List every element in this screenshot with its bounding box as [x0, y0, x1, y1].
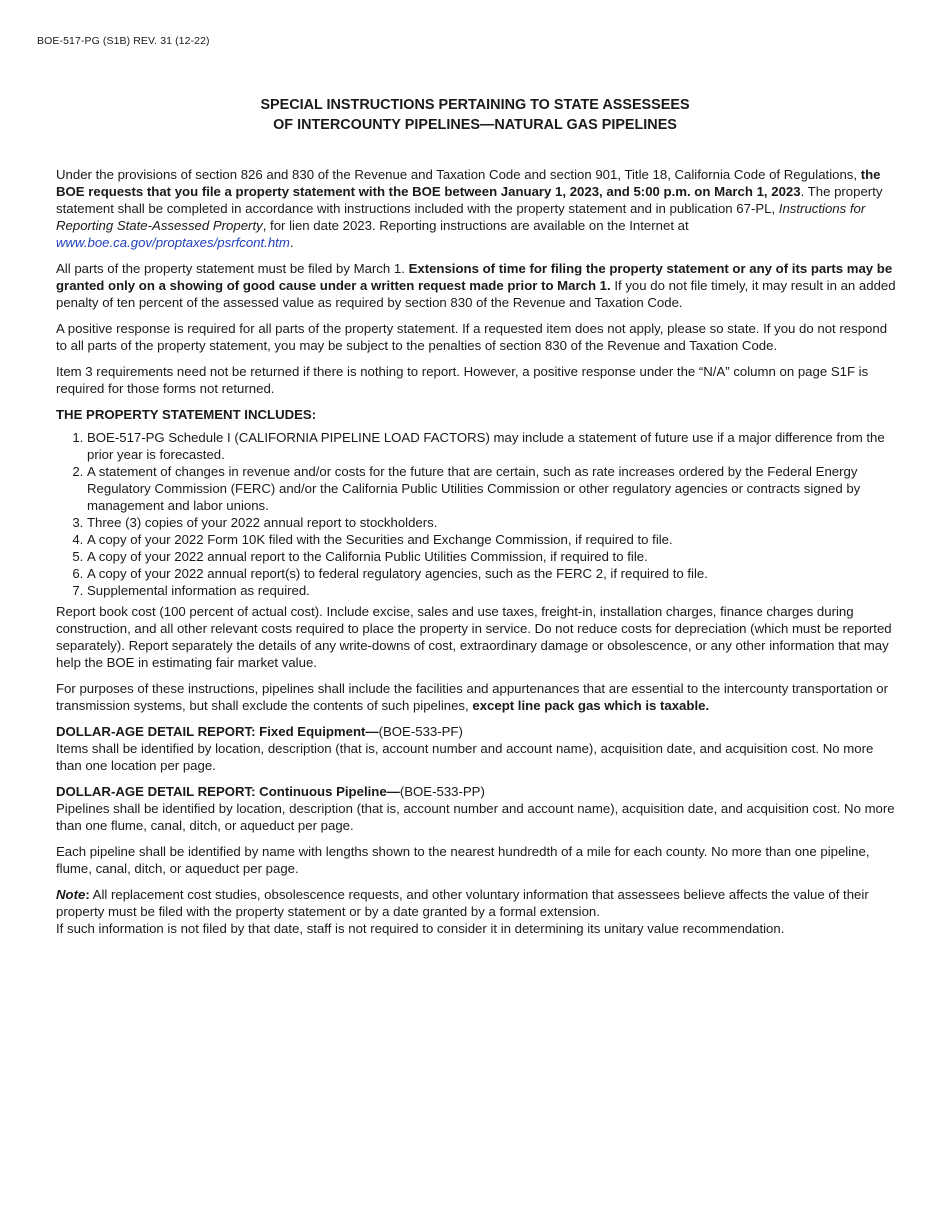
note-colon: :	[85, 887, 90, 902]
intro-text-e: , for lien date 2023. Reporting instructions are available on the Internet at	[262, 218, 689, 233]
instructions-body	[56, 166, 898, 937]
list-item: 3. Three (3) copies of your 2022 annual report to stockholders.	[87, 514, 898, 531]
note-text-1: All replacement cost studies, obsolescence requests, and other voluntary information that assessees believe affects the value of their property must be filed with the property statement or by a date granted by a formal extension.	[56, 887, 869, 919]
list-item: 4. A copy of your 2022 Form 10K filed with the Securities and Exchange Commission, if required to file.	[87, 531, 898, 548]
page-title	[0, 95, 950, 135]
continuous-pipeline-section	[56, 783, 898, 834]
continuous-pipeline-heading: DOLLAR-AGE DETAIL REPORT: Continuous Pipeline—	[56, 784, 400, 799]
pipeline-definition-text: For purposes of these instructions, pipelines shall include the facilities and appurtenances that are essential to the intercounty transportation or transmission systems, but shall exclude the contents of such pipelines,	[56, 681, 889, 713]
deadline-text-c: If you do not file timely, it may result in an added penalty of ten percent of the assessed value as required by section 830 of the Revenue and Taxation Code.	[56, 278, 896, 310]
book-cost-paragraph: Report book cost (100 percent of actual cost). Include excise, sales and use taxes, freight-in, installation charges, finance charges during construction, and all other relevant costs required to place the property in service. Do not reduce costs for depreciation (which must be reported separately). Report separately the details of any write-downs of cost, extraordinary damage or obsolescence, or any other information that may help the BOE in estimating fair market value.	[56, 604, 892, 670]
fixed-equipment-section	[56, 723, 898, 774]
continuous-pipeline-text: Pipelines shall be identified by location, description (that is, account number and account name), acquisition date, and acquisition cost. No more than one flume, canal, ditch, or aqueduct per page.	[56, 801, 895, 833]
intro-text-a: Under the provisions of section 826 and 830 of the Revenue and Taxation Code and section 901, Title 18, California Code of Regulations,	[56, 167, 861, 182]
list-item: 1. BOE-517-PG Schedule I (CALIFORNIA PIPELINE LOAD FACTORS) may include a statement of future use if a major difference from the prior year is forecasted.	[87, 429, 898, 463]
list-item: 6. A copy of your 2022 annual report(s) to federal regulatory agencies, such as the FERC 2, if required to file.	[87, 565, 898, 582]
list-item: 2. A statement of changes in revenue and/or costs for the future that are certain, such as rate increases ordered by the Federal Energy Regulatory Commission (FERC) and/or the California Public Utilities Commission or other regulatory agencies or contracts signed by management and labor unions.	[87, 463, 898, 514]
positive-response-paragraph: A positive response is required for all parts of the property statement. If a requested item does not apply, please so state. If you do not respond to all parts of the property statement, you may be subject to the penalties of section 830 of the Revenue and Taxation Code.	[56, 321, 888, 353]
title-line-2: OF INTERCOUNTY PIPELINES—NATURAL GAS PIPELINES	[273, 117, 677, 133]
intro-bold-request: the BOE requests that you file a property statement with the BOE between January 1, 2023, and 5:00 p.m. on March 1, 2023	[56, 167, 881, 199]
publication-title: Instructions for Reporting State-Assessed Property	[56, 201, 866, 233]
continuous-pipeline-form-number: (BOE-533-PP)	[399, 784, 485, 799]
includes-list	[56, 429, 898, 599]
item3-paragraph: Item 3 requirements need not be returned if there is nothing to report. However, a positive response under the “N/A” column on page S1F is required for those forms not returned.	[56, 364, 869, 396]
boe-website-link[interactable]: www.boe.ca.gov/proptaxes/psrfcont.htm	[56, 235, 290, 250]
list-item: 7. Supplemental information as required.	[87, 582, 898, 599]
intro-text-f: .	[289, 235, 294, 250]
extension-bold-text: Extensions of time for filing the property statement or any of its parts may be granted only on a showing of good cause under a written request made prior to March 1.	[56, 261, 893, 293]
title-line-1: SPECIAL INSTRUCTIONS PERTAINING TO STATE ASSESSEES	[260, 97, 690, 113]
filing-deadline-paragraph	[56, 260, 898, 311]
pipeline-definition-paragraph	[56, 680, 898, 714]
intro-text-c: . The property statement shall be completed in accordance with instructions included with the property statement and in publication 67-PL,	[56, 184, 883, 216]
fixed-equipment-heading: DOLLAR-AGE DETAIL REPORT: Fixed Equipment—	[56, 724, 379, 739]
pipeline-length-paragraph: Each pipeline shall be identified by name with lengths shown to the nearest hundredth of a mile for each county. No more than one pipeline, flume, canal, ditch, or aqueduct per page.	[56, 844, 870, 876]
intro-paragraph	[56, 166, 898, 251]
note-text-2: If such information is not filed by that date, staff is not required to consider it in determining its unitary value recommendation.	[56, 921, 785, 936]
includes-heading: THE PROPERTY STATEMENT INCLUDES:	[56, 407, 317, 422]
note-label: Note	[56, 887, 86, 902]
deadline-text-a: All parts of the property statement must be filed by March 1.	[56, 261, 409, 276]
list-item: 5. A copy of your 2022 annual report to the California Public Utilities Commission, if required to file.	[87, 548, 898, 565]
form-id: BOE-517-PG (S1B) REV. 31 (12-22)	[37, 35, 210, 47]
fixed-equipment-form-number: (BOE-533-PF)	[378, 724, 463, 739]
line-pack-bold-text: except line pack gas which is taxable.	[472, 698, 710, 713]
note-paragraph	[56, 886, 898, 937]
fixed-equipment-text: Items shall be identified by location, description (that is, account number and account name), acquisition date, and acquisition cost. No more than one location per page.	[56, 741, 874, 773]
